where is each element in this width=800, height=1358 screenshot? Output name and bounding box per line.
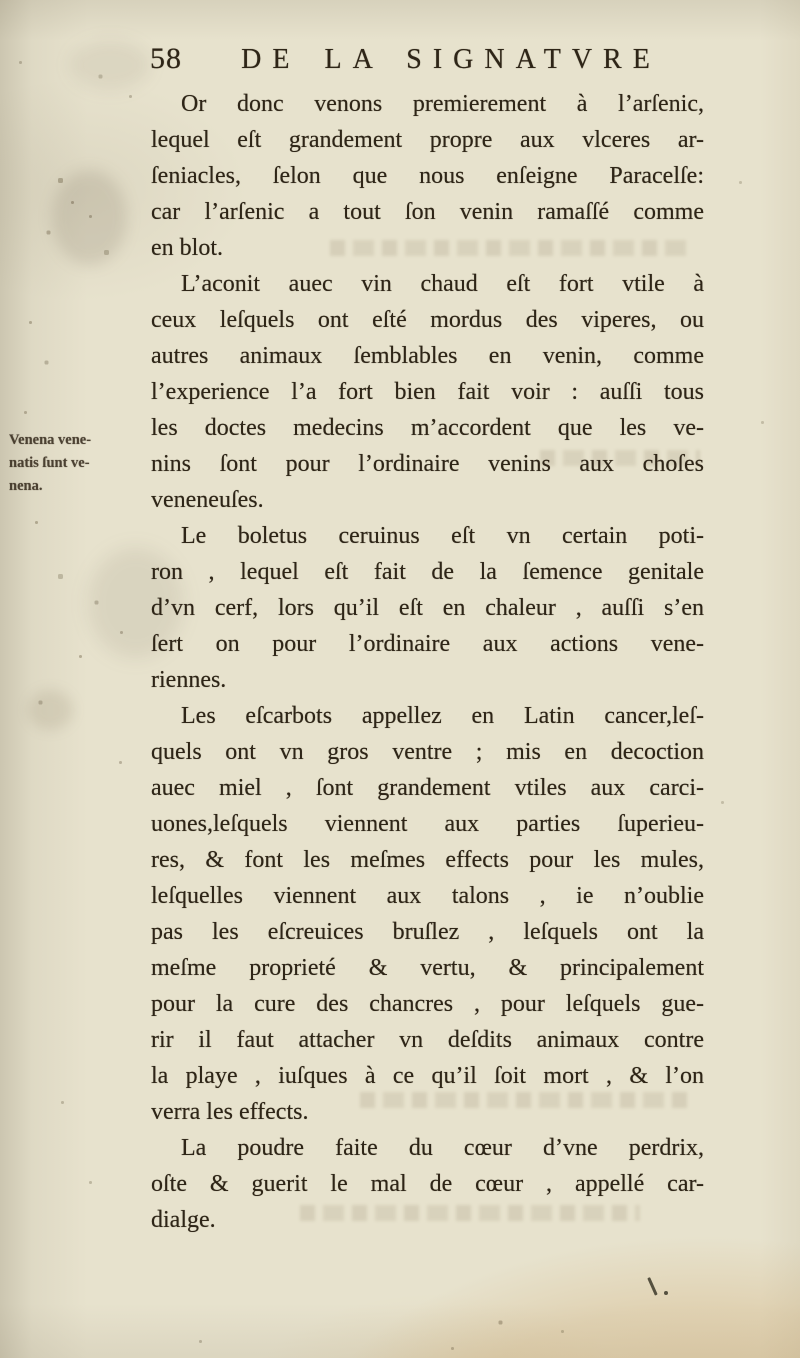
text-line: riennes.	[151, 667, 227, 693]
text-line: en blot.	[151, 235, 223, 261]
page-number: 58	[150, 42, 182, 75]
text-line: La poudre faite du cœur d’vne perdrix,	[181, 1135, 704, 1161]
text-line: ſert on pour l’ordinaire aux actions vene-	[151, 631, 704, 657]
ink-dot	[664, 1291, 668, 1295]
smudge-blob	[52, 170, 127, 265]
text-line: la playe , iuſques à ce qu’il ſoit mort , & l’on	[151, 1063, 704, 1089]
margin-note-line: Venena vene-	[9, 432, 92, 448]
text-line: uones,leſquels viennent aux parties ſuperieu-	[151, 811, 704, 837]
running-title: DE LA SIGNATVRE	[241, 44, 661, 75]
text-line: Le boletus ceruinus eſt vn certain poti-	[181, 523, 704, 549]
text-line: L’aconit auec vin chaud eſt fort vtile à	[181, 271, 704, 297]
text-line: rir il faut attacher vn deſdits animaux contre	[151, 1027, 704, 1053]
text-line: auec miel , ſont grandement vtiles aux carci-	[151, 775, 704, 801]
text-line: verra les effects.	[151, 1099, 309, 1125]
text-line: dialge.	[151, 1207, 216, 1233]
text-line: quels ont vn gros ventre ; mis en decoction	[151, 739, 704, 765]
text-line: nins ſont pour l’ordinaire venins aux choſes	[151, 451, 704, 477]
paragraph	[151, 86, 704, 266]
text-line: Or donc venons premierement à l’arſenic,	[181, 91, 704, 117]
paragraph	[151, 698, 704, 1130]
text-line: pas les eſcreuices bruſlez , leſquels ont la	[151, 919, 704, 945]
text-line: meſme proprieté & vertu, & principalement	[151, 955, 704, 981]
text-line: oſte & guerit le mal de cœur , appellé car-	[151, 1171, 704, 1197]
text-line: ceux leſquels ont eſté mordus des viperes, ou	[151, 307, 704, 333]
margin-note-line: nena.	[9, 478, 43, 494]
text-line: lequel eſt grandement propre aux vlceres ar-	[151, 127, 704, 153]
margin-note	[9, 429, 151, 498]
foxing-speckles	[0, 0, 1, 1]
text-line: ſeniacles, ſelon que nous enſeigne Paracelſe:	[151, 163, 704, 189]
margin-note-line: natis ſunt ve-	[9, 455, 90, 471]
text-block	[151, 86, 704, 1238]
text-line: l’experience l’a fort bien fait voir : auſſi tous	[151, 379, 704, 405]
text-line: Les eſcarbots appellez en Latin cancer,leſ-	[181, 703, 704, 729]
text-line: res, & font les meſmes effects pour les mules,	[151, 847, 704, 873]
paragraph	[151, 518, 704, 698]
text-line: les doctes medecins m’accordent que les ve-	[151, 415, 704, 441]
ink-mark	[647, 1277, 657, 1295]
text-line: pour la cure des chancres , pour leſquels gue-	[151, 991, 704, 1017]
smudge-blob	[28, 690, 73, 730]
paragraph	[151, 266, 704, 518]
paragraph	[151, 1130, 704, 1238]
smudge-blob	[70, 40, 150, 90]
text-line: ron , lequel eſt fait de la ſemence genitale	[151, 559, 704, 585]
text-line: d’vn cerf, lors qu’il eſt en chaleur , auſſi s’en	[151, 595, 704, 621]
text-line: leſquelles viennent aux talons , ie n’oublie	[151, 883, 704, 909]
text-line: autres animaux ſemblables en venin, comme	[151, 343, 704, 369]
text-line: veneneuſes.	[151, 487, 264, 513]
text-line: car l’arſenic a tout ſon venin ramaſſé comme	[151, 199, 704, 225]
page-header	[150, 38, 706, 81]
